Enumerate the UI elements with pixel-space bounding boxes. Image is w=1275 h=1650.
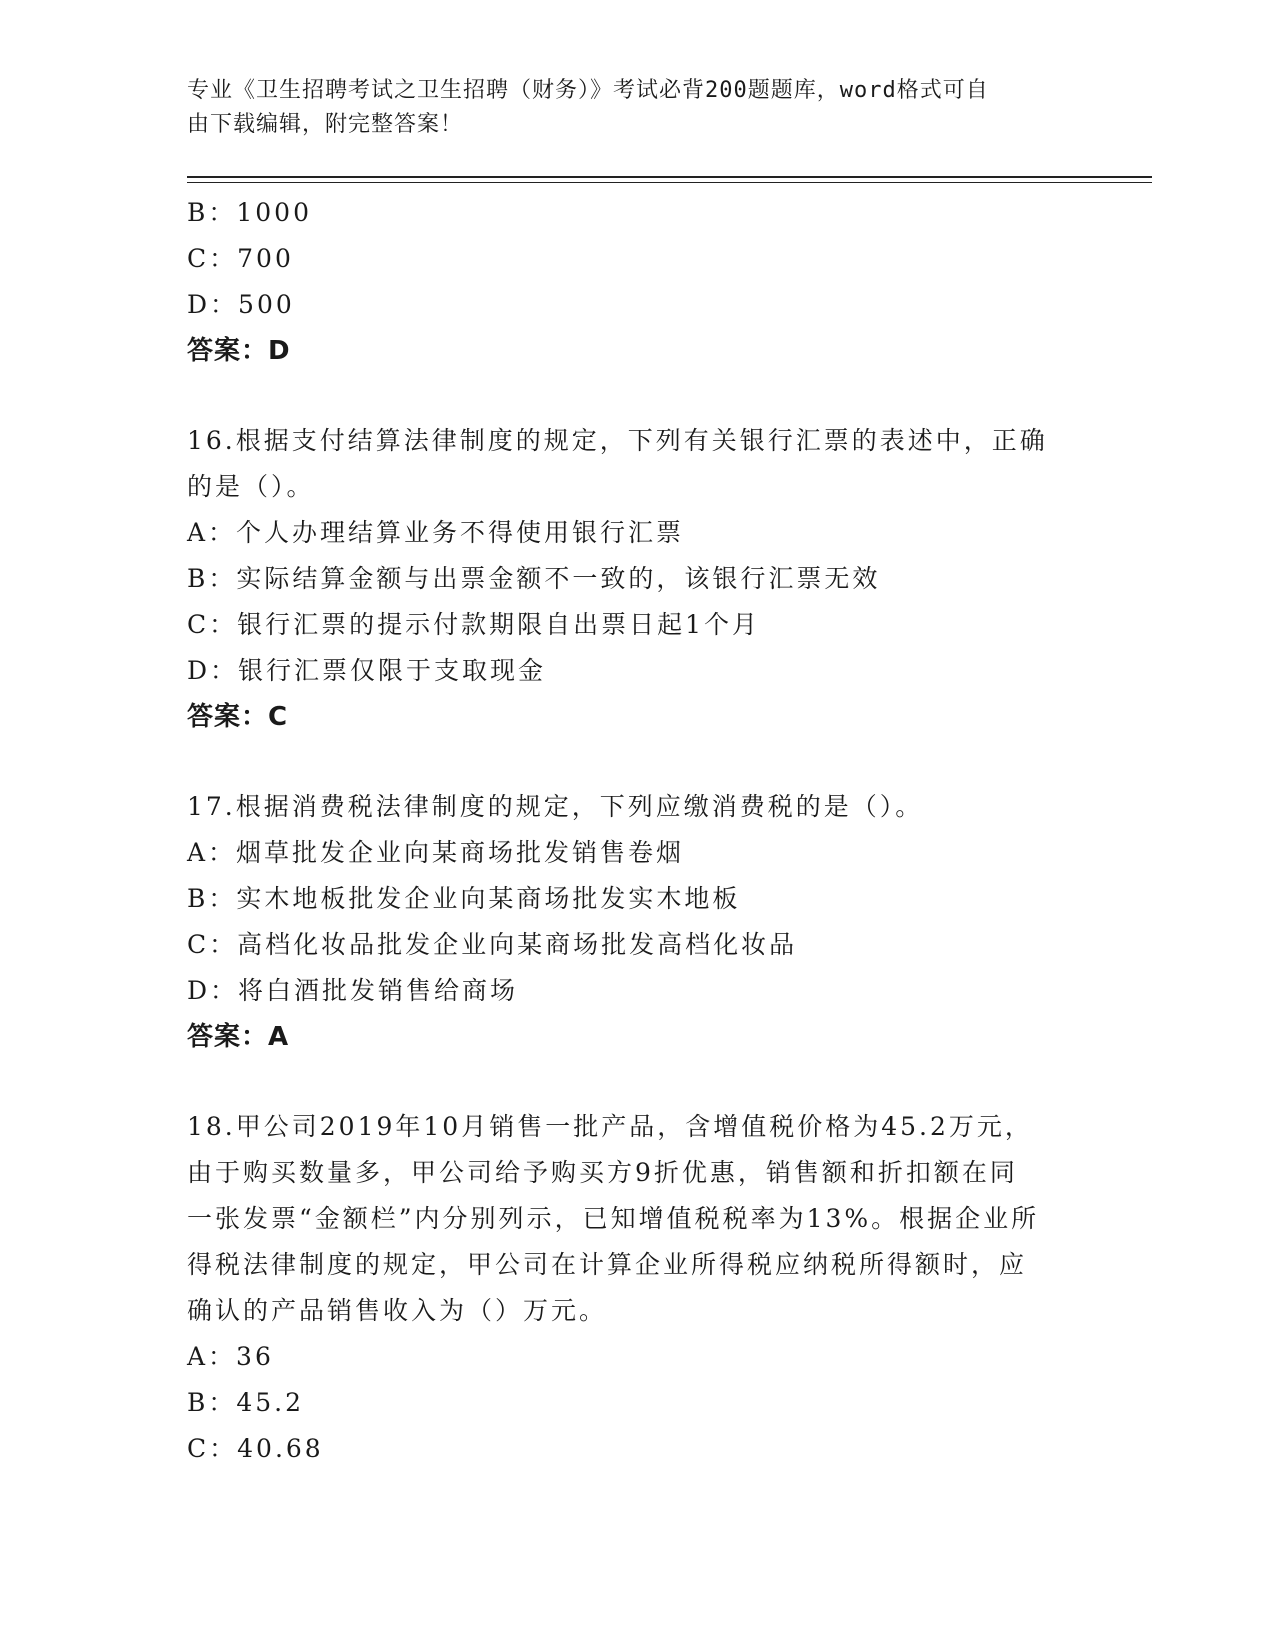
option-c: C：银行汇票的提示付款期限自出票日起1个月 [187,610,761,639]
option-b: B：1000 [187,198,312,227]
option-c: C：40.68 [187,1434,324,1463]
question-stem: 得税法律制度的规定，甲公司在计算企业所得税应纳税所得额时，应 [187,1250,1028,1279]
page-header [187,74,1067,142]
question-stem: 16.根据支付结算法律制度的规定，下列有关银行汇票的表述中，正确 [187,426,1048,455]
question-16 [187,418,1087,740]
answer: 答案：C [187,702,289,732]
option-c: C：700 [187,244,294,273]
option-c: C：高档化妆品批发企业向某商场批发高档化妆品 [187,930,798,959]
option-a: A：36 [187,1342,274,1371]
header-line-1: 专业《卫生招聘考试之卫生招聘（财务）》考试必背200题题库，word格式可自 [187,78,989,103]
question-stem: 一张发票“金额栏”内分别列示，已知增值税税率为13%。根据企业所 [187,1204,1040,1233]
option-a: A：烟草批发企业向某商场批发销售卷烟 [187,838,685,867]
header-rule-thin [187,182,1152,183]
option-a: A：个人办理结算业务不得使用银行汇票 [187,518,685,547]
option-d: D：将白酒批发销售给商场 [187,976,519,1005]
question-stem: 由于购买数量多，甲公司给予购买方9折优惠，销售额和折扣额在同 [187,1158,1018,1187]
question-stem: 18.甲公司2019年10月销售一批产品，含增值税价格为45.2万元， [187,1112,1033,1141]
option-d: D：银行汇票仅限于支取现金 [187,656,547,685]
option-d: D：500 [187,290,295,319]
question-stem: 17.根据消费税法律制度的规定，下列应缴消费税的是（）。 [187,792,924,821]
question-18 [187,1104,1087,1472]
question-stem: 的是（）。 [187,472,315,501]
question-15 [187,190,1087,374]
question-stem: 确认的产品销售收入为（）万元。 [187,1296,608,1325]
answer: 答案：D [187,336,291,366]
option-b: B：实木地板批发企业向某商场批发实木地板 [187,884,741,913]
answer: 答案：A [187,1022,290,1052]
question-17 [187,784,1087,1060]
header-rule-thick [187,176,1152,178]
option-b: B：45.2 [187,1388,305,1417]
option-b: B：实际结算金额与出票金额不一致的，该银行汇票无效 [187,564,881,593]
header-line-2: 由下载编辑，附完整答案！ [187,112,464,137]
question-list [187,190,1087,1472]
